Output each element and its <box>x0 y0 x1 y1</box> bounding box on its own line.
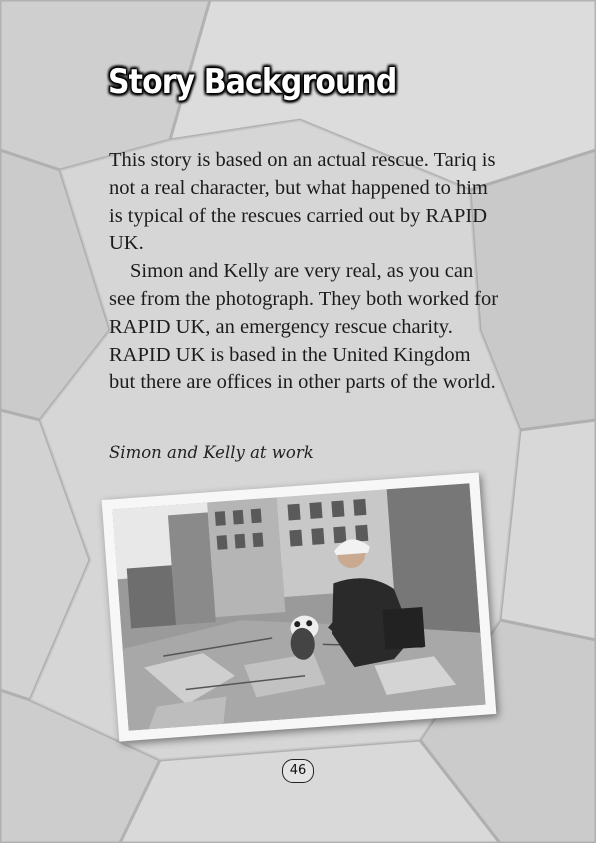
paragraph: Simon and Kelly are very real, as you can see from the photograph. They both worked for RAPID UK, an emergency rescue charity. RAPID UK is based in the United Kingdom but there are offices in other parts of the world. <box>109 260 499 394</box>
story-text <box>109 147 499 397</box>
rescue-scene-image <box>112 483 485 731</box>
page-number: 46 <box>282 759 314 783</box>
paragraph: This story is based on an actual rescue. Tariq is not a real character, but what happened to him is typical of the rescues carried out by RAPID UK. <box>109 149 496 255</box>
photo-caption: Simon and Kelly at work <box>109 443 314 462</box>
page-title: Story Background <box>108 62 397 102</box>
rescue-photograph <box>102 472 497 741</box>
